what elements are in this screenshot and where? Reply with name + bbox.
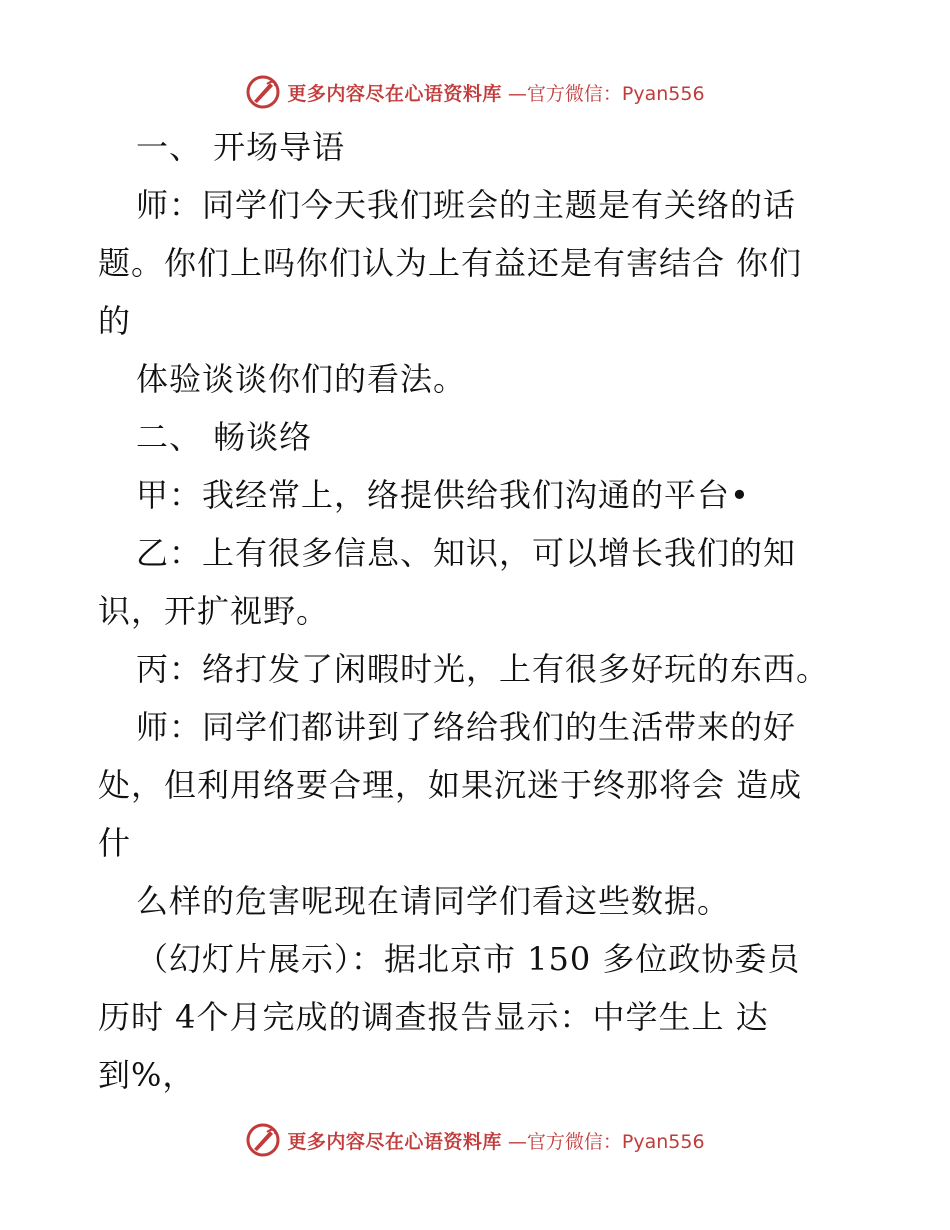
paragraph-line: 乙：上有很多信息、知识，可以增长我们的知 <box>136 534 797 572</box>
paragraph-line: （幻灯片展示）：据北京市 150 多位政协委员 <box>136 940 801 978</box>
paragraph-line: 师：同学们都讲到了络给我们的生活带来的好 <box>136 708 797 746</box>
banner-wechat-text: —官方微信：Pyan556 <box>507 82 705 105</box>
footer-banner <box>0 1118 950 1162</box>
paragraph-line: 师：同学们今天我们班会的主题是有关络的话 <box>136 186 797 224</box>
paragraph-line: 丙：络打发了闲暇时光，上有很多好玩的东西。 <box>136 650 830 688</box>
quill-pen-logo-icon <box>245 1122 281 1158</box>
paragraph-line: 历时 4个月完成的调查报告显示：中学生上 达 <box>98 998 769 1036</box>
paragraph-line: 处，但利用络要合理，如果沉迷于终那将会 造成 <box>98 766 803 804</box>
banner-main-text: 更多内容尽在心语资料库 <box>287 1130 502 1153</box>
paragraph-line: 题。你们上吗你们认为上有益还是有害结合 你们 <box>98 244 803 282</box>
banner-main-text: 更多内容尽在心语资料库 <box>287 82 502 105</box>
banner-wechat-text: —官方微信：Pyan556 <box>507 1130 705 1153</box>
paragraph-line: 什 <box>98 824 132 862</box>
paragraph-line: 到%， <box>98 1056 196 1094</box>
section-heading-opening: 一、 开场导语 <box>136 128 346 166</box>
paragraph-line: 体验谈谈你们的看法。 <box>136 360 467 398</box>
header-banner <box>0 70 950 114</box>
section-heading-discussion: 二、 畅谈络 <box>136 418 313 456</box>
document-body <box>98 118 838 1104</box>
paragraph-line: 么样的危害呢现在请同学们看这些数据。 <box>136 882 731 920</box>
paragraph-line: 的 <box>98 302 132 340</box>
paragraph-line: 识，开扩视野。 <box>98 592 330 630</box>
paragraph-line: 甲：我经常上，络提供给我们沟通的平台• <box>136 476 750 514</box>
quill-pen-logo-icon <box>245 74 281 110</box>
